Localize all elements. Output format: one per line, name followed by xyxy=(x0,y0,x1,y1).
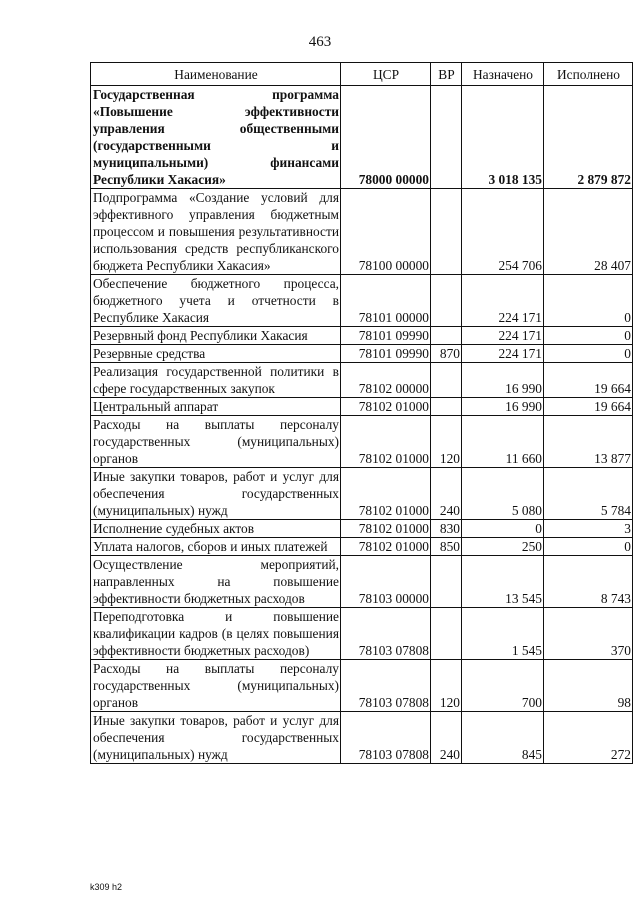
row-csr: 78101 09990 xyxy=(341,327,431,345)
table-row xyxy=(91,538,633,556)
row-name: Иные закупки товаров, работ и услуг для обеспечения государственных (муниципальных) нужд xyxy=(91,468,341,520)
row-planned: 700 xyxy=(462,660,544,712)
row-vr: 870 xyxy=(431,345,462,363)
row-csr: 78000 00000 xyxy=(341,86,431,189)
row-name: Расходы на выплаты персоналу государственных (муниципальных) органов xyxy=(91,416,341,468)
row-name: Уплата налогов, сборов и иных платежей xyxy=(91,538,341,556)
table-row xyxy=(91,86,633,189)
row-vr xyxy=(431,86,462,189)
row-executed: 3 xyxy=(544,520,633,538)
row-planned: 224 171 xyxy=(462,275,544,327)
table-row xyxy=(91,556,633,608)
row-planned: 11 660 xyxy=(462,416,544,468)
header-executed: Исполнено xyxy=(544,63,633,86)
row-name: Подпрограмма «Создание условий для эффективного управления бюджетным процессом и повышения результативности использования средств республиканского бюджета Республики Хакасия» xyxy=(91,189,341,275)
row-executed: 28 407 xyxy=(544,189,633,275)
footer-code: k309 h2 xyxy=(90,882,123,892)
row-planned: 3 018 135 xyxy=(462,86,544,189)
header-vr: ВР xyxy=(431,63,462,86)
row-vr xyxy=(431,556,462,608)
row-planned: 224 171 xyxy=(462,327,544,345)
row-csr: 78100 00000 xyxy=(341,189,431,275)
row-csr: 78102 01000 xyxy=(341,520,431,538)
row-csr: 78102 01000 xyxy=(341,468,431,520)
row-name: Иные закупки товаров, работ и услуг для обеспечения государственных (муниципальных) нужд xyxy=(91,712,341,764)
row-planned: 250 xyxy=(462,538,544,556)
row-vr: 240 xyxy=(431,712,462,764)
row-csr: 78101 09990 xyxy=(341,345,431,363)
row-vr xyxy=(431,189,462,275)
row-planned: 13 545 xyxy=(462,556,544,608)
table-row xyxy=(91,363,633,398)
row-planned: 845 xyxy=(462,712,544,764)
row-vr: 120 xyxy=(431,416,462,468)
row-executed: 0 xyxy=(544,275,633,327)
row-executed: 0 xyxy=(544,345,633,363)
row-executed: 272 xyxy=(544,712,633,764)
table-header-row xyxy=(91,63,633,86)
row-planned: 0 xyxy=(462,520,544,538)
row-vr: 240 xyxy=(431,468,462,520)
row-executed: 5 784 xyxy=(544,468,633,520)
row-vr: 120 xyxy=(431,660,462,712)
row-csr: 78102 01000 xyxy=(341,538,431,556)
row-name: Резервные средства xyxy=(91,345,341,363)
table-row xyxy=(91,345,633,363)
row-csr: 78103 07808 xyxy=(341,660,431,712)
row-planned: 254 706 xyxy=(462,189,544,275)
row-planned: 1 545 xyxy=(462,608,544,660)
table-body xyxy=(91,86,633,764)
row-name: Переподготовка и повышение квалификации кадров (в целях повышения эффективности бюджетных расходов) xyxy=(91,608,341,660)
table-row xyxy=(91,398,633,416)
row-planned: 16 990 xyxy=(462,363,544,398)
header-planned: Назначено xyxy=(462,63,544,86)
row-executed: 98 xyxy=(544,660,633,712)
row-vr xyxy=(431,608,462,660)
row-executed: 2 879 872 xyxy=(544,86,633,189)
header-csr: ЦСР xyxy=(341,63,431,86)
budget-table xyxy=(90,62,633,764)
row-name: Государственная программа «Повышение эффективности управления общественными (государственными и муниципальными) финансами Республики Хакасия» xyxy=(91,86,341,189)
row-executed: 0 xyxy=(544,327,633,345)
row-planned: 224 171 xyxy=(462,345,544,363)
row-name: Расходы на выплаты персоналу государственных (муниципальных) органов xyxy=(91,660,341,712)
row-vr xyxy=(431,275,462,327)
row-csr: 78103 07808 xyxy=(341,712,431,764)
row-vr: 830 xyxy=(431,520,462,538)
table-row xyxy=(91,275,633,327)
table-row xyxy=(91,608,633,660)
row-name: Резервный фонд Республики Хакасия xyxy=(91,327,341,345)
table-row xyxy=(91,520,633,538)
row-vr xyxy=(431,398,462,416)
row-executed: 19 664 xyxy=(544,398,633,416)
row-executed: 19 664 xyxy=(544,363,633,398)
row-csr: 78103 07808 xyxy=(341,608,431,660)
row-name: Реализация государственной политики в сфере государственных закупок xyxy=(91,363,341,398)
table-row xyxy=(91,189,633,275)
row-csr: 78102 01000 xyxy=(341,416,431,468)
row-executed: 370 xyxy=(544,608,633,660)
table-row xyxy=(91,712,633,764)
row-vr xyxy=(431,363,462,398)
header-name: Наименование xyxy=(91,63,341,86)
row-vr xyxy=(431,327,462,345)
table-row xyxy=(91,327,633,345)
row-name: Обеспечение бюджетного процесса, бюджетного учета и отчетности в Республике Хакасия xyxy=(91,275,341,327)
row-executed: 13 877 xyxy=(544,416,633,468)
row-name: Исполнение судебных актов xyxy=(91,520,341,538)
row-executed: 0 xyxy=(544,538,633,556)
table-row xyxy=(91,660,633,712)
row-planned: 5 080 xyxy=(462,468,544,520)
row-planned: 16 990 xyxy=(462,398,544,416)
row-vr: 850 xyxy=(431,538,462,556)
row-name: Центральный аппарат xyxy=(91,398,341,416)
table-row xyxy=(91,468,633,520)
row-executed: 8 743 xyxy=(544,556,633,608)
row-csr: 78102 01000 xyxy=(341,398,431,416)
table-row xyxy=(91,416,633,468)
page-number: 463 xyxy=(308,34,332,50)
row-name: Осуществление мероприятий, направленных на повышение эффективности бюджетных расходов xyxy=(91,556,341,608)
row-csr: 78102 00000 xyxy=(341,363,431,398)
row-csr: 78103 00000 xyxy=(341,556,431,608)
row-csr: 78101 00000 xyxy=(341,275,431,327)
